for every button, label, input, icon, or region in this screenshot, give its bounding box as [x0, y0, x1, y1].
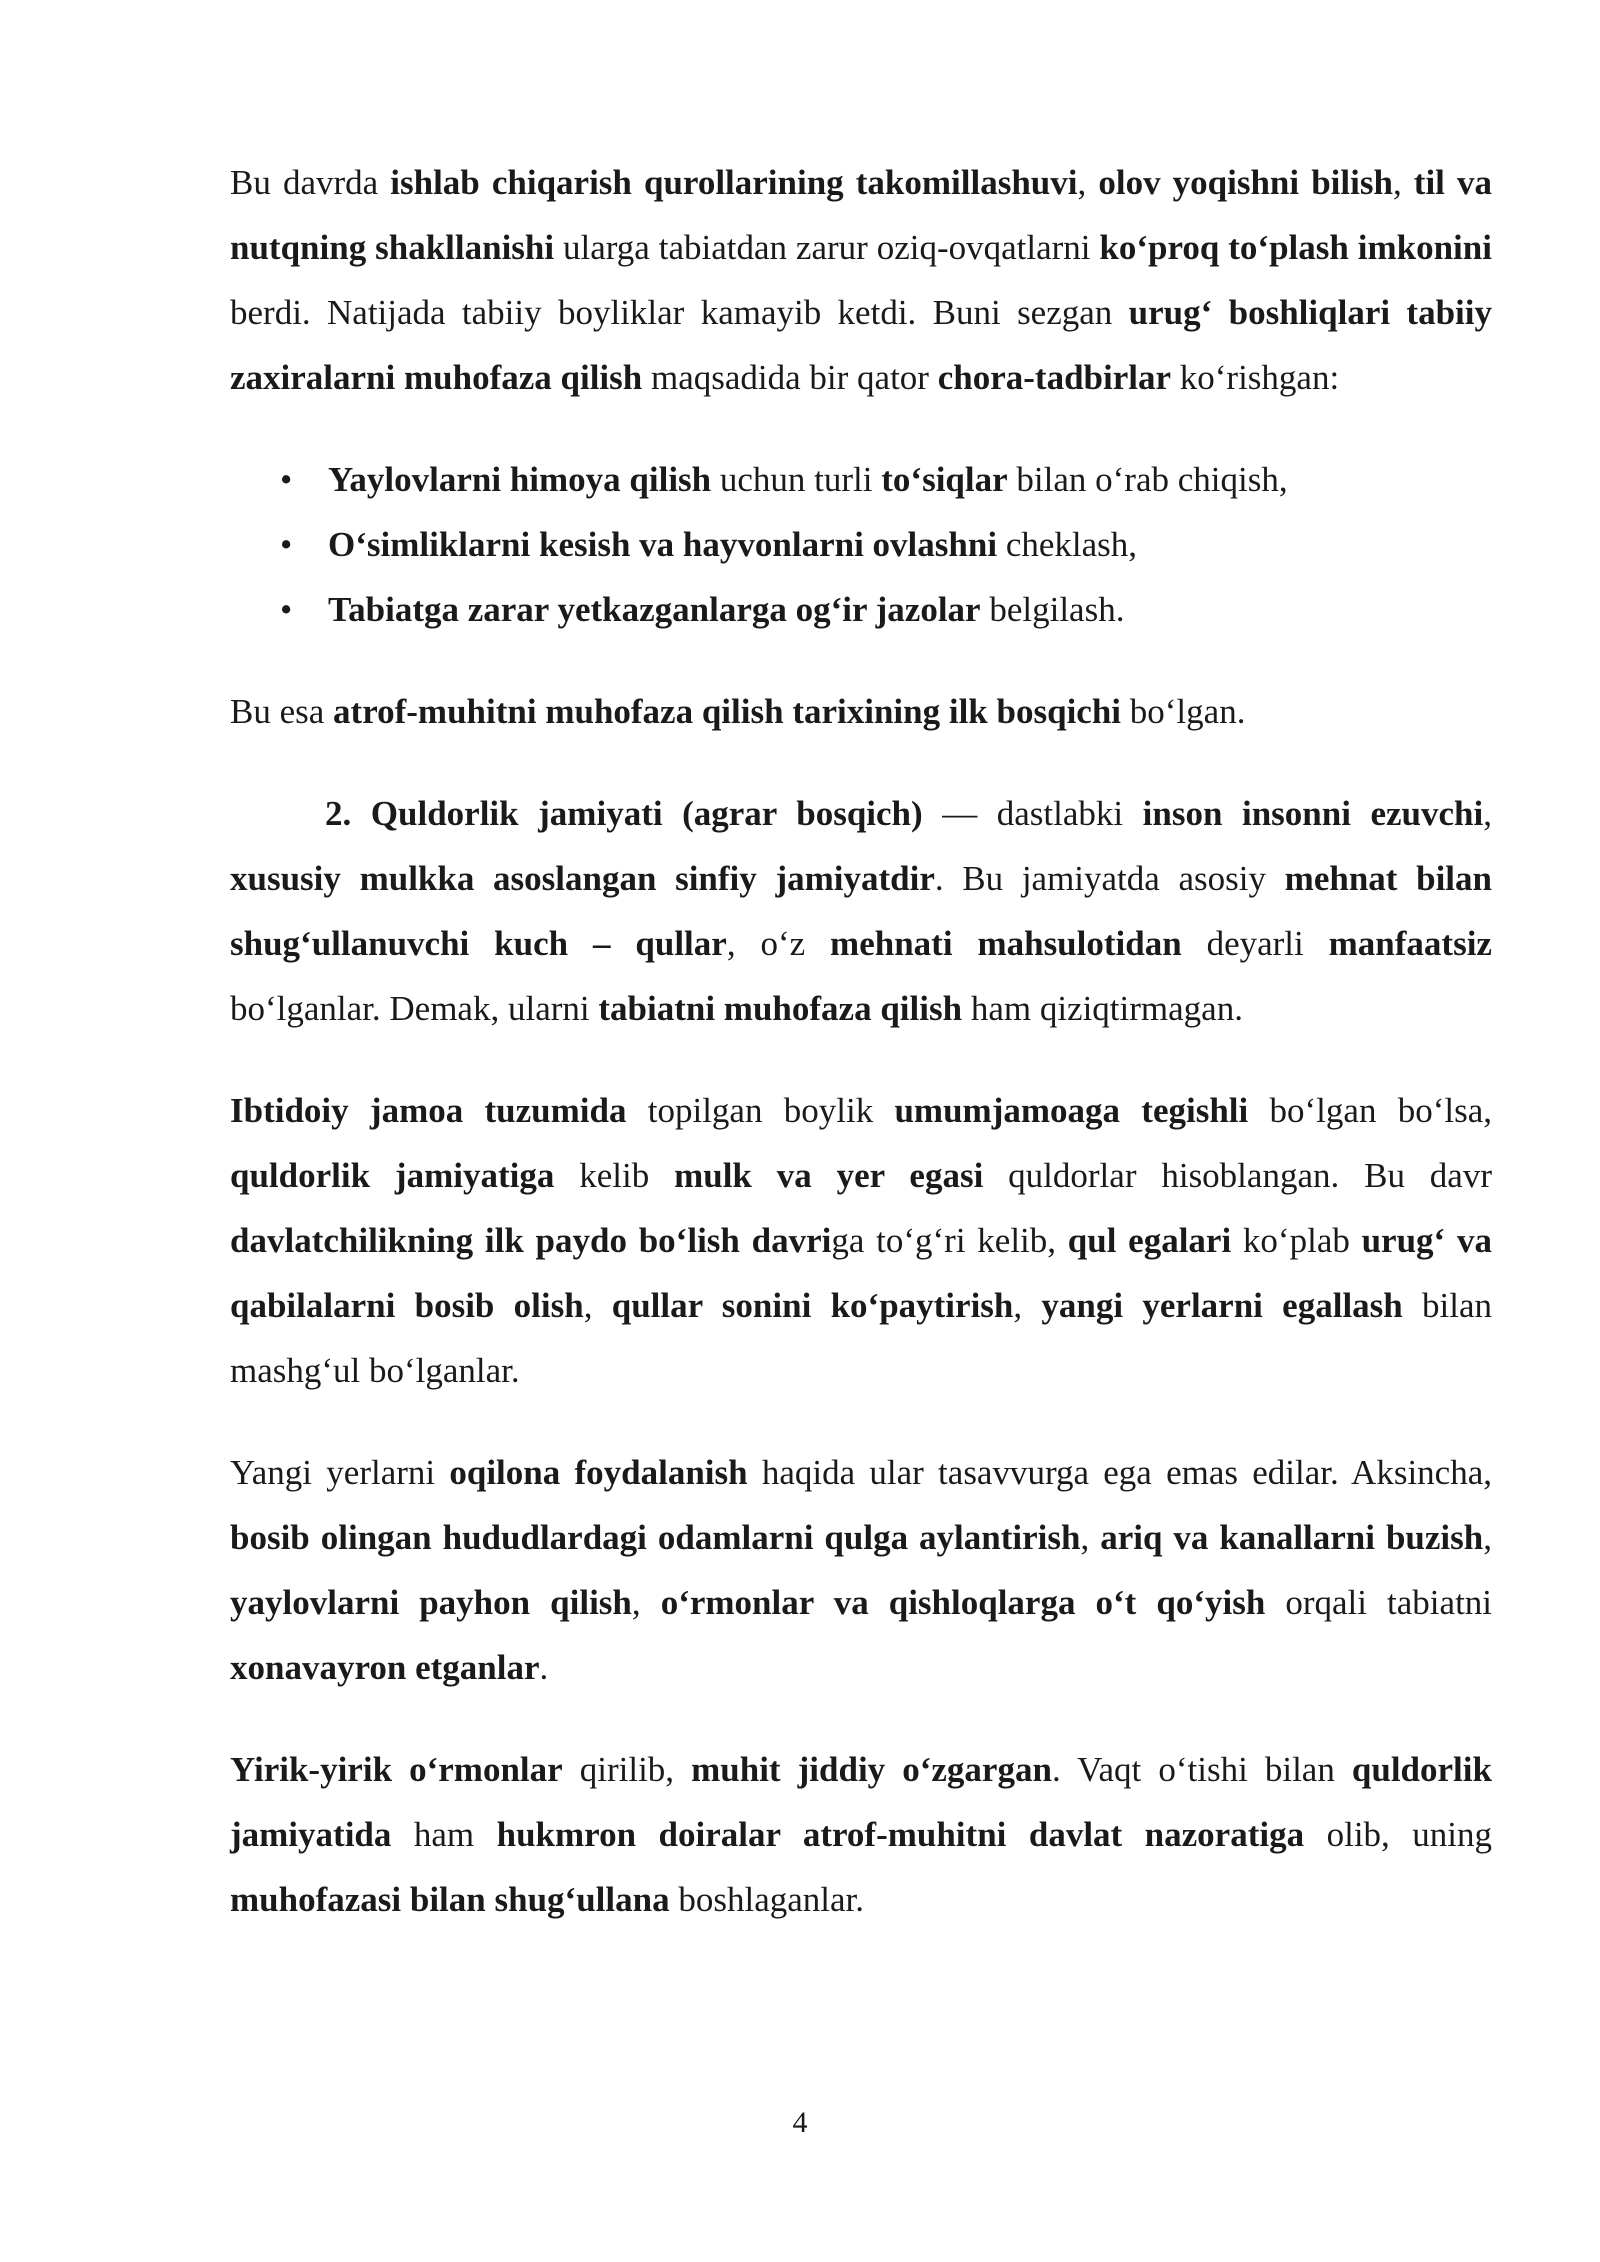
bold-run: chora-tadbirlar [937, 358, 1172, 397]
text-run: berdi. Natijada tabiiy boyliklar kamayib ketdi. Buni sezgan [230, 293, 1129, 332]
text-run: , [1080, 1518, 1101, 1557]
bold-run: qul egalari [1067, 1221, 1232, 1260]
bullet-list [230, 447, 1492, 642]
text-run: maqsadida bir qator [642, 358, 938, 397]
bold-run: atrof-muhitni muhofaza qilish tarixining ilk bosqichi [333, 692, 1122, 731]
bold-run: muhofazasi bilan shug‘ullana [230, 1880, 670, 1919]
text-run: ko‘rishgan: [1171, 358, 1340, 397]
text-run: , [631, 1583, 661, 1622]
text-run: bo‘lganlar. Demak, ularni [230, 989, 599, 1028]
page-number: 4 [792, 2106, 808, 2139]
paragraph-conclusion [230, 679, 1492, 744]
text-run: , [1077, 163, 1099, 202]
bold-run: ishlab chiqarish qurollarining takomillashuvi [390, 163, 1078, 202]
bullet-marker: • [280, 525, 293, 564]
bold-run: xonavayron etganlar [230, 1648, 540, 1687]
text-run: belgilash. [980, 590, 1125, 629]
bold-run: hukmron doiralar atrof-muhitni davlat nazoratiga [496, 1815, 1305, 1854]
text-run: , [1013, 1286, 1042, 1325]
bold-run: manfaatsiz [1328, 924, 1492, 963]
text-run: ham [391, 1815, 497, 1854]
bold-run: oqilona foydalanish [449, 1453, 748, 1492]
bold-run: olov yoqishni bilish [1098, 163, 1393, 202]
text-run: . Bu jamiyatda asosiy [934, 859, 1285, 898]
text-run: , [1483, 1518, 1492, 1557]
paragraph-intro [230, 150, 1492, 410]
text-run: ham qiziqtirmagan. [962, 989, 1243, 1028]
bold-run: urug‘ boshliqlari tabiiy zaxiralarni muhofaza qilish [230, 293, 1492, 397]
text-run: Yangi yerlarni [230, 1453, 450, 1492]
bold-run: inson insonni ezuvchi [1142, 794, 1484, 833]
bold-run: to‘siqlar [881, 460, 1008, 499]
bold-run: til va nutqning shakllanishi [230, 163, 1492, 267]
text-run: bilan mashg‘ul bo‘lganlar. [230, 1286, 1493, 1390]
paragraph-quldorlik-heading [230, 781, 1492, 1041]
bullet-text [328, 525, 1137, 564]
text-run: , [1392, 163, 1414, 202]
bold-run: davlatchilikning ilk paydo bo‘lish davri [230, 1221, 832, 1260]
bold-run: O‘simliklarni kesish va hayvonlarni ovlashni [328, 525, 998, 564]
bullet-marker: • [280, 460, 293, 499]
bold-run: mehnati mahsulotidan [830, 924, 1182, 963]
bullet-item [230, 577, 1492, 642]
bold-run: tabiatni muhofaza qilish [598, 989, 963, 1028]
text-run: , [583, 1286, 612, 1325]
bold-run: umumjamoaga tegishli [894, 1091, 1249, 1130]
text-run: deyarli [1181, 924, 1329, 963]
text-run: Bu davrda [230, 163, 391, 202]
text-run: bo‘lgan bo‘lsa, [1248, 1091, 1492, 1130]
bullet-item [230, 447, 1492, 512]
bold-run: Ibtidoiy jamoa tuzumida [230, 1091, 627, 1130]
bold-run: mulk va yer egasi [674, 1156, 984, 1195]
text-run: olib, uning [1304, 1815, 1492, 1854]
paragraph-ibtidoiy [230, 1078, 1492, 1403]
bold-run: Yirik-yirik o‘rmonlar [230, 1750, 563, 1789]
text-run: topilgan boylik [626, 1091, 895, 1130]
bullet-marker: • [280, 590, 293, 629]
text-run: kelib [554, 1156, 675, 1195]
bold-run: 2. Quldorlik jamiyati (agrar bosqich) [325, 794, 923, 833]
text-run: . [539, 1648, 549, 1687]
bold-run: urug‘ va qabilalarni bosib olish [230, 1221, 1492, 1325]
text-run: haqida ular tasavvurga ega emas edilar. Aksincha, [747, 1453, 1493, 1492]
text-run: bo‘lgan. [1121, 692, 1246, 731]
text-run: . Vaqt o‘tishi bilan [1051, 1750, 1352, 1789]
bold-run: quldorlik jamiyatida [230, 1750, 1492, 1854]
text-run: uchun turli [711, 460, 882, 499]
bold-run: yangi yerlarni egallash [1041, 1286, 1403, 1325]
bold-run: ariq va kanallarni buzish [1100, 1518, 1484, 1557]
text-run: , o‘z [726, 924, 831, 963]
bold-run: o‘rmonlar va qishloqlarga o‘t qo‘yish [660, 1583, 1266, 1622]
bold-run: qullar sonini ko‘paytirish [611, 1286, 1014, 1325]
bold-run: bosib olingan hududlardagi odamlarni qulga aylantirish [230, 1518, 1081, 1557]
bold-run: xususiy mulkka asoslangan sinfiy jamiyatdir [230, 859, 935, 898]
text-run: bilan o‘rab chiqish, [1007, 460, 1288, 499]
bold-run: ko‘proq to‘plash imkonini [1099, 228, 1492, 267]
bullet-text [328, 590, 1124, 629]
paragraph-yangi-yerlar [230, 1440, 1492, 1700]
bold-run: quldorlik jamiyatiga [230, 1156, 555, 1195]
page-body [230, 150, 1492, 1969]
bold-run: Yaylovlarni himoya qilish [328, 460, 712, 499]
text-run: quldorlar hisoblangan. Bu davr [983, 1156, 1492, 1195]
text-run: boshlaganlar. [669, 1880, 864, 1919]
text-run: cheklash, [997, 525, 1138, 564]
text-run: ularga tabiatdan zarur oziq-ovqatlarni [554, 228, 1100, 267]
bullet-item [230, 512, 1492, 577]
bold-run: mehnat bilan shug‘ullanuvchi kuch – qullar [230, 859, 1493, 963]
bullet-text [328, 460, 1288, 499]
text-run: qirilib, [562, 1750, 692, 1789]
paragraph-ormonlar [230, 1737, 1492, 1932]
bold-run: Tabiatga zarar yetkazganlarga og‘ir jazolar [328, 590, 981, 629]
text-run: orqali tabiatni [1265, 1583, 1493, 1622]
bold-run: yaylovlarni payhon qilish [230, 1583, 632, 1622]
text-run: Bu esa [230, 692, 334, 731]
bold-run: muhit jiddiy o‘zgargan [691, 1750, 1052, 1789]
text-run: , [1483, 794, 1493, 833]
text-run: ko‘plab [1231, 1221, 1362, 1260]
text-run: ga to‘g‘ri kelib, [831, 1221, 1068, 1260]
text-run: — dastlabki [922, 794, 1143, 833]
